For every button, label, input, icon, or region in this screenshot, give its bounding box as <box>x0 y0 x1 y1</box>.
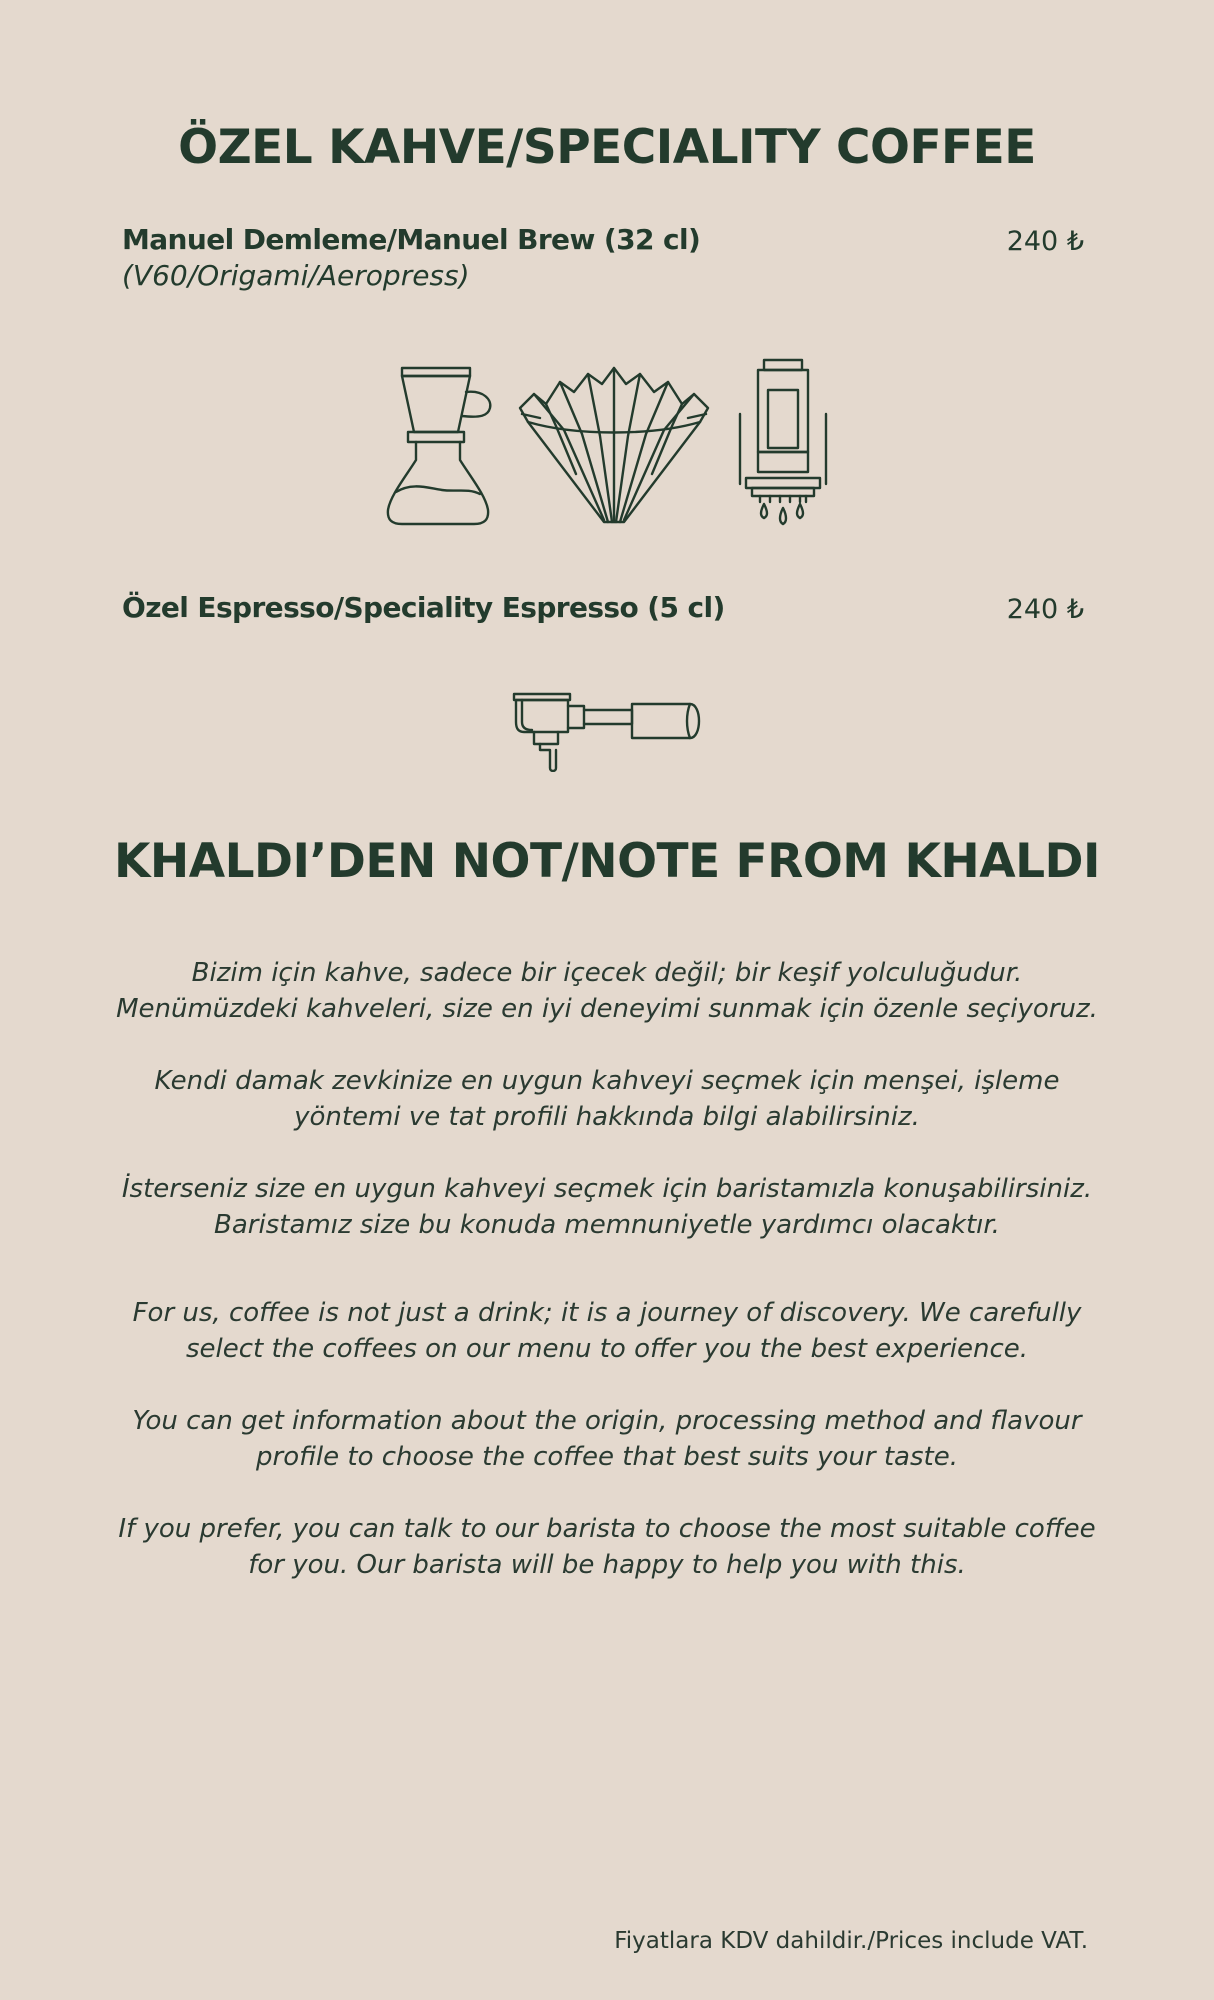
item-price: 240 ₺ <box>1006 226 1084 257</box>
note-paragraph-tr-2: Kendi damak zevkinize en uygun kahveyi seçmek için menşei, işleme yöntemi ve tat profili hakkında bilgi alabilirsiniz. <box>154 1066 1060 1132</box>
note-paragraph-en-1: For us, coffee is not just a drink; it is a journey of discovery. We carefully select the coffees on our menu to offer you the best experience. <box>132 1298 1082 1364</box>
espresso-icons <box>0 690 1214 772</box>
item-subtitle: (V60/Origami/Aeropress) <box>122 259 470 292</box>
menu-item-specialty-espresso <box>122 590 1084 626</box>
note-paragraph-en-2: You can get information about the origin, processing method and flavour profile to choose the coffee that best suits your taste. <box>132 1406 1082 1472</box>
note-text <box>110 955 1104 1619</box>
item-price: 240 ₺ <box>1006 594 1084 625</box>
portafilter-icon <box>512 690 702 772</box>
note-paragraph-tr-3: İsterseniz size en uygun kahveyi seçmek için baristamızla konuşabilirsiniz. Baristamız size bu konuda memnuniyetle yardımcı olacaktır. <box>121 1174 1093 1240</box>
note-paragraph-tr-1: Bizim için kahve, sadece bir içecek değil; bir keşif yolculuğudur. Menümüzdeki kahveleri, size en iyi deneyimi sunmak için özenle seçiyoruz. <box>116 958 1098 1024</box>
item-name: Manuel Demleme/Manuel Brew (32 cl) <box>122 223 701 256</box>
vat-note: Fiyatlara KDV dahildir./Prices include VAT. <box>614 1928 1088 1954</box>
v60-pour-over-icon <box>382 364 494 526</box>
item-name: Özel Espresso/Speciality Espresso (5 cl) <box>122 591 725 624</box>
brew-method-icons <box>0 356 1214 526</box>
language-divider <box>110 1279 1104 1295</box>
origami-dripper-icon <box>516 364 712 526</box>
section-title-note-from-khaldi: KHALDI’DEN NOT/NOTE FROM KHALDI <box>113 834 1101 889</box>
note-paragraph-en-3: If you prefer, you can talk to our barista to choose the most suitable coffee for you. Our barista will be happy to help you with this. <box>118 1514 1096 1580</box>
aeropress-icon <box>734 356 832 526</box>
section-title-specialty-coffee: ÖZEL KAHVE/SPECIALITY COFFEE <box>178 120 1036 175</box>
menu-item-manual-brew <box>122 222 1084 294</box>
